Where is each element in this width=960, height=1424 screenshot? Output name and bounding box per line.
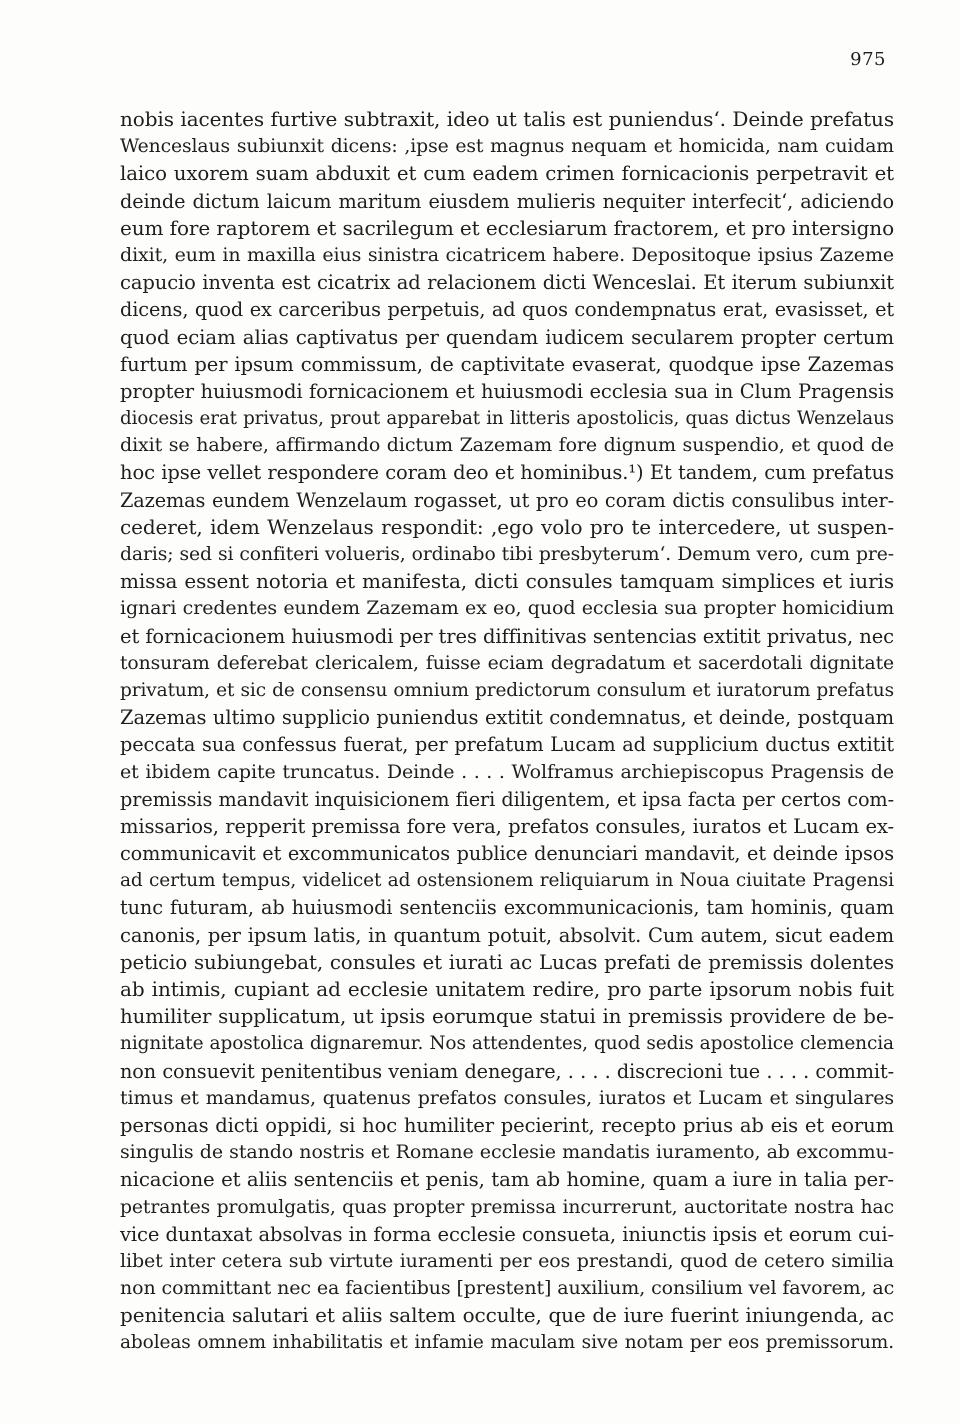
text-line: canonis, per ipsum latis, in quantum potuit, absolvit. Cum autem, sicut eadem	[120, 923, 894, 947]
text-line: deinde dictum laicum maritum eiusdem mulieris nequiter interfecit‘, adiciendo	[120, 189, 894, 213]
text-line: premissis mandavit inquisicionem fieri diligentem, et ipsa facta per certos com-	[120, 787, 894, 811]
text-line: libet inter cetera sub virtute iuramenti per eos prestandi, quod de cetero similia	[120, 1249, 894, 1272]
text-line: tunc futuram, ab huiusmodi sentenciis excommunicacionis, tam hominis, quam	[120, 896, 894, 920]
text-line: Zazemas eundem Wenzelaum rogasset, ut pro eo coram dictis consulibus inter-	[120, 488, 894, 512]
text-line: furtum per ipsum commissum, de captivitate evaserat, quodque ipse Zazemas	[120, 352, 894, 376]
text-line: hoc ipse vellet respondere coram deo et hominibus.¹) Et tandem, cum prefatus	[120, 461, 894, 485]
text-line: timus et mandamus, quatenus prefatos consules, iuratos et Lucam et singulares	[120, 1086, 894, 1109]
text-line: non committant nec ea facientibus [prestent] auxilium, consilium vel favorem, ac	[120, 1277, 895, 1300]
text-line: daris; sed si confiteri volueris, ordinabo tibi presbyterum‘. Demum vero, cum pre-	[120, 544, 894, 565]
text-line: tonsuram deferebat clericalem, fuisse eciam degradatum et sacerdotali dignitate	[120, 652, 894, 674]
text-line: aboleas omnem inhabilitatis et infamie maculam sive notam per eos premissorum.	[120, 1332, 894, 1354]
text-line: privatum, et sic de consensu omnium predictorum consulum et iuratorum prefatus	[120, 679, 894, 701]
text-line: dicens, quod ex carceribus perpetuis, ad quos condempnatus erat, evasisset, et	[120, 298, 894, 322]
text-line: dixit se habere, affirmando dictum Zazemam fore dignum suspendio, et quod de	[120, 434, 894, 457]
text-line: ab intimis, cupiant ad ecclesie unitatem redire, pro parte ipsorum nobis fuit	[120, 977, 894, 1001]
body-text	[120, 106, 894, 1357]
text-line: personas dicti oppidi, si hoc humiliter pecierint, recepto prius ab eis et eorum	[120, 1113, 894, 1137]
text-line: missa essent notoria et manifesta, dicti consules tamquam simplices et iuris	[120, 569, 894, 594]
text-line: peticio subiungebat, consules et iurati ac Lucas prefati de premissis dolentes	[120, 950, 894, 974]
text-line: nicacione et aliis sentenciis et penis, tam ab homine, quam a iure in talia per-	[120, 1168, 894, 1192]
text-line: eum fore raptorem et sacrilegum et ecclesiarum fractorem, et pro intersigno	[120, 215, 895, 240]
text-line: missarios, repperit premissa fore vera, prefatos consules, iuratos et Lucam ex-	[120, 814, 894, 838]
text-line: Zazemas ultimo supplicio puniendus extitit condemnatus, et deinde, postquam	[120, 706, 894, 730]
text-line: singulis de stando nostris et Romane ecclesie mandatis iuramento, ab excommu-	[120, 1141, 894, 1164]
text-line: et ibidem capite truncatus. Deinde . . . . Wolframus archiepiscopus Pragensis de	[120, 760, 894, 783]
text-line: diocesis erat privatus, prout apparebat in litteris apostolicis, quas dictus Wenzelaus	[120, 408, 894, 430]
text-line: vice duntaxat absolvas in forma ecclesie consueta, iniunctis ipsis et eorum cui-	[120, 1222, 894, 1246]
text-line: et fornicacionem huiusmodi per tres diffinitivas sentencias extitit privatus, nec	[120, 624, 894, 648]
text-line: nignitate apostolica dignaremur. Nos attendentes, quod sedis apostolice clemencia	[120, 1033, 894, 1055]
text-line: cederet, idem Wenzelaus respondit: ,ego volo pro te intercedere, ut suspen-	[120, 514, 894, 539]
text-line: peccata sua confessus fuerat, per prefatum Lucam ad supplicium ductus extitit	[120, 733, 894, 757]
text-line: communicavit et excommunicatos publice denunciari mandavit, et deinde ipsos	[120, 842, 894, 866]
text-line: propter huiusmodi fornicacionem et huiusmodi ecclesia sua in Clum Pragensis	[120, 379, 894, 403]
text-line: laico uxorem suam abduxit et cum eadem crimen fornicacionis perpetravit et	[120, 162, 894, 186]
text-line: Wenceslaus subiunxit dicens: ,ipse est magnus nequam et homicida, nam cuidam	[120, 136, 894, 158]
text-line: non consuevit penitentibus veniam denegare, . . . . discrecioni tue . . . . commit-	[120, 1059, 894, 1083]
text-line: dixit, eum in maxilla eius sinistra cicatricem habere. Depositoque ipsius Zazeme	[120, 243, 894, 266]
text-line: penitencia salutari et aliis saltem occulte, que de iure fuerint iniungenda, ac	[120, 1303, 894, 1328]
text-line: ignari credentes eundem Zazemam ex eo, quod ecclesia sua propter homicidium	[120, 597, 894, 620]
text-line: capucio inventa est cicatrix ad relacionem dicti Wenceslai. Et iterum subiunxit	[120, 271, 894, 295]
text-line: petrantes promulgatis, quas propter premissa incurrerunt, auctoritate nostra hac	[120, 1196, 894, 1218]
text-line: quod eciam alias captivatus per quendam iudicem secularem propter certum	[120, 325, 894, 349]
text-line: humiliter supplicatum, ut ipsis eorumque statui in premissis providere de be-	[120, 1005, 894, 1029]
text-line: ad certum tempus, videlicet ad ostensionem reliquiarum in Noua ciuitate Pragensi	[120, 870, 894, 892]
page-number: 975	[850, 49, 886, 70]
text-line: nobis iacentes furtive subtraxit, ideo ut talis est puniendus‘. Deinde prefatus	[120, 107, 894, 131]
